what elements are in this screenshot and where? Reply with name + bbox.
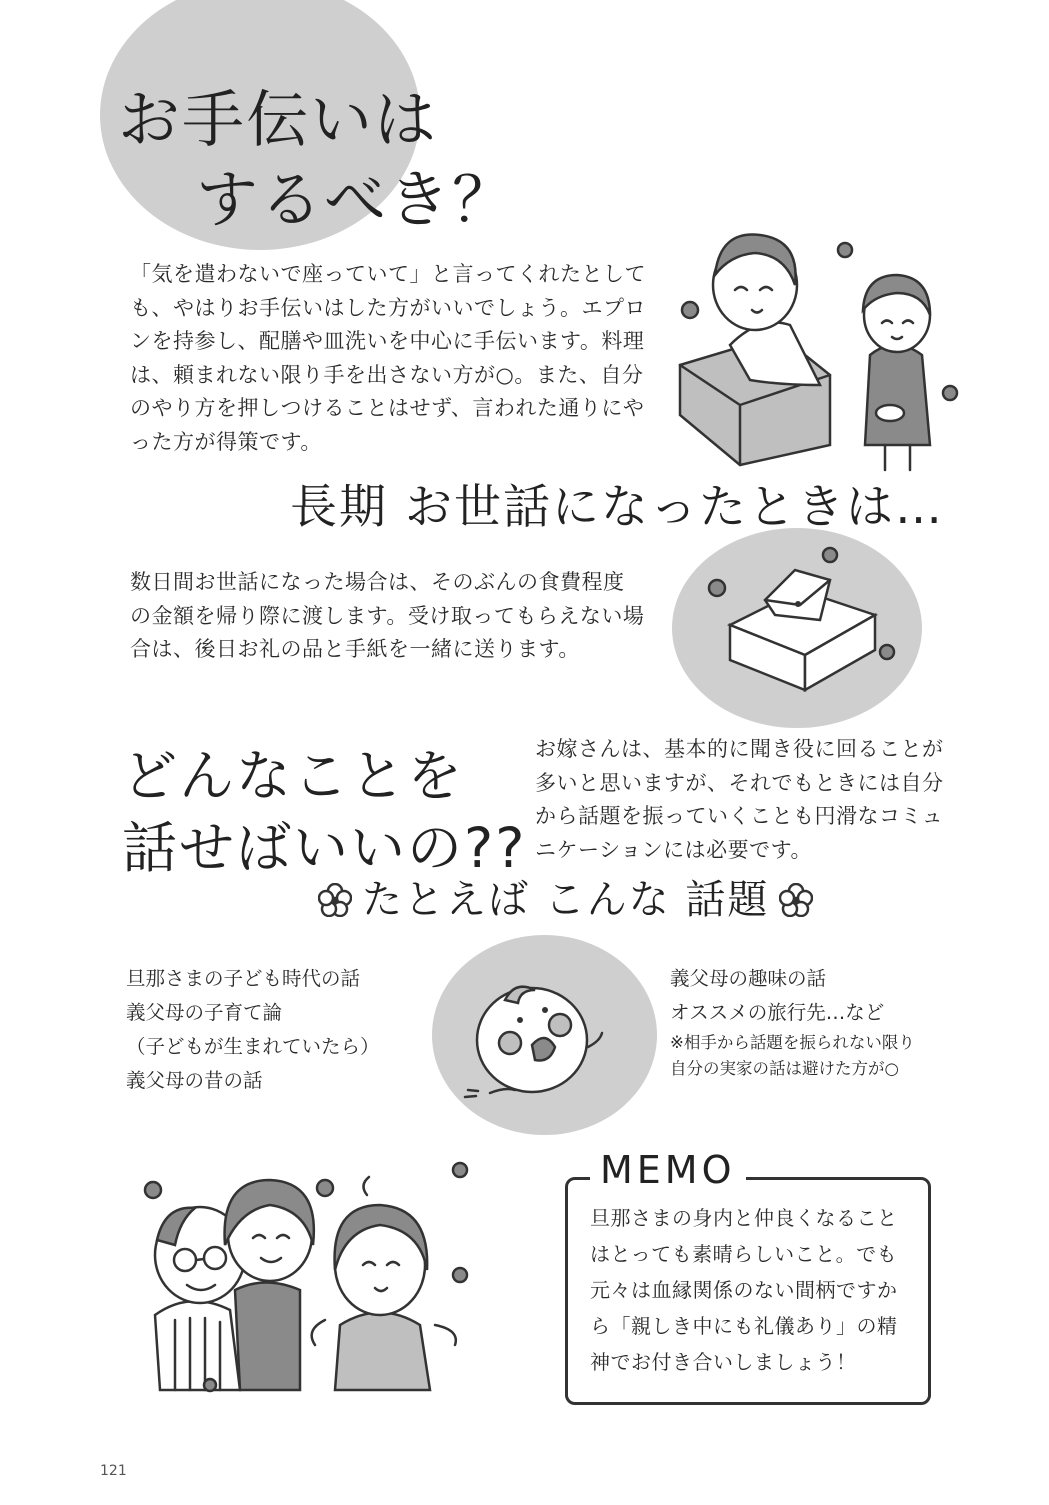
topics-note-line2: 自分の実家の話は避けた方が○ <box>670 1059 899 1078</box>
list-item: （子どもが生まれていたら） <box>126 1035 380 1058</box>
gift-envelope-illustration <box>705 540 905 700</box>
family-illustration <box>135 1150 475 1390</box>
list-item: 義父母の昔の話 <box>126 1069 263 1092</box>
long-stay-title: 長期 お世話になったときは… <box>290 480 944 535</box>
flower-icon <box>779 883 813 917</box>
women-cooking-illustration <box>660 215 960 480</box>
topics-right-list <box>670 962 915 1082</box>
list-item: オススメの旅行先…など <box>670 1001 885 1024</box>
long-stay-body: 数日間お世話になった場合は、そのぶんの食費程度の金額を帰り際に渡します。受け取ってもらえない場合は、後日お礼の品と手紙を一緒に送ります。 <box>130 570 645 661</box>
list-item: 義父母の趣味の話 <box>670 967 827 990</box>
topics-left-list <box>126 962 380 1098</box>
helping-body: 「気を遣わないで座っていて」と言ってくれたとしても、やはりお手伝いはした方がいいでしょう。エプロンを持参し、配膳や皿洗いを中心に手伝います。料理は、頼まれない限り手を出さない方が○。また、自分のやり方を押しつけることはせず、言われた通りにやった方が得策です。 <box>130 262 646 454</box>
conversation-title-line1: どんなことを <box>122 744 465 808</box>
flower-icon <box>318 883 352 917</box>
topics-note-line1: ※相手から話題を振られない限り <box>670 1033 915 1052</box>
conversation-body: お嫁さんは、基本的に聞き役に回ることが多いと思いますが、それでもときには自分から話題を振っていくことも円滑なコミュニケーションには必要です。 <box>535 737 944 862</box>
conversation-title <box>122 740 526 884</box>
topics-title <box>308 870 823 930</box>
memo-body: 旦那さまの身内と仲良くなることはとっても素晴らしいこと。でも元々は血縁関係のない間柄ですから「親しき中にも礼儀あり」の精神でお付き合いしましょう！ <box>590 1206 898 1374</box>
helping-title <box>118 80 516 240</box>
list-item: 義父母の子育て論 <box>126 1001 283 1024</box>
topics-title-text: たとえば こんな 話題 <box>362 877 770 923</box>
page-number: 121 <box>100 1463 127 1479</box>
helping-title-line2: するべき？ <box>196 163 517 236</box>
conversation-title-line2: 話せばいいの?? <box>122 816 527 880</box>
list-item: 旦那さまの子ども時代の話 <box>126 967 361 990</box>
helping-title-line1: お手伝いは <box>118 83 439 156</box>
memo-title: MEMO <box>590 1148 746 1192</box>
baby-illustration <box>460 975 620 1105</box>
